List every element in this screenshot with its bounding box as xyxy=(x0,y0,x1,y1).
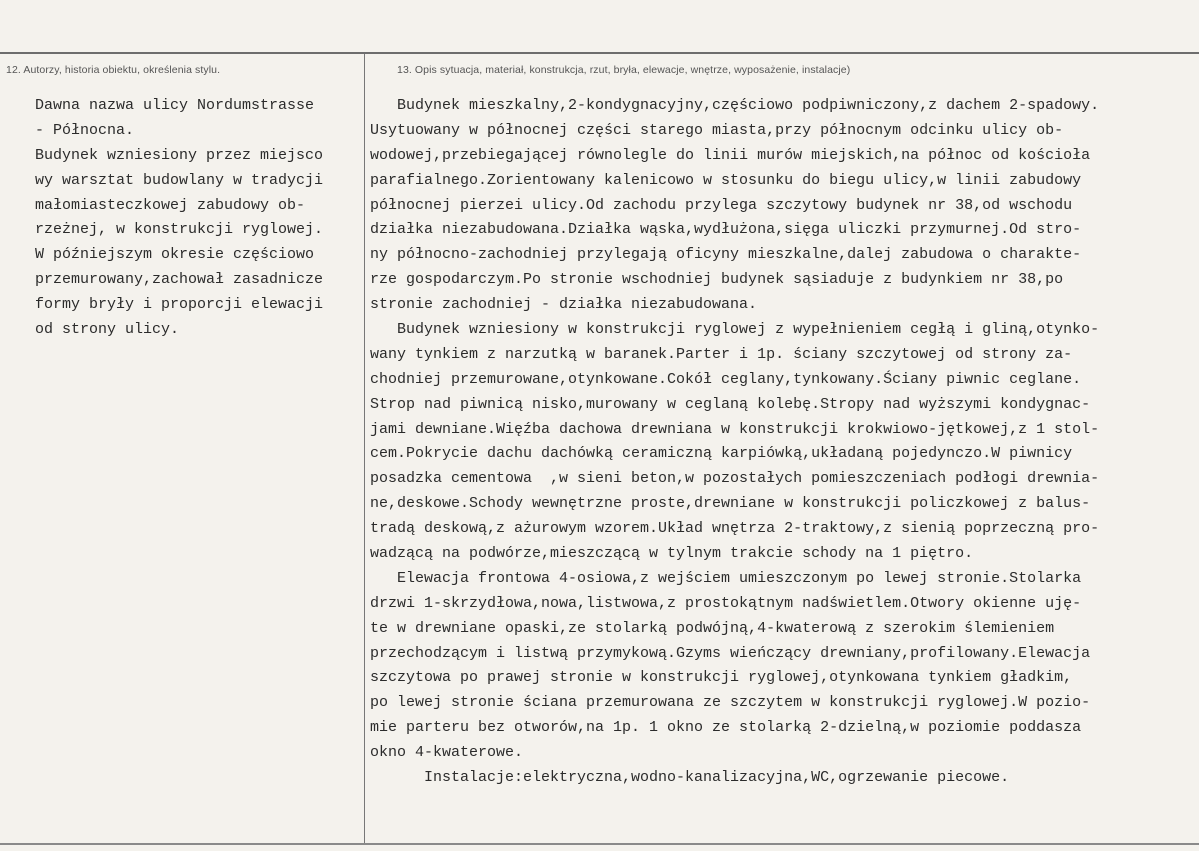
section-13-header: 13. Opis sytuacja, materiał, konstrukcja, rzut, bryła, elewacje, wnętrze, wyposażenie, instalacje) xyxy=(397,64,851,76)
history-text xyxy=(35,94,360,343)
text-line: przechodzącym i listwą przymykową.Gzyms wieńczący drewniany,profilowany.Elewacja xyxy=(370,644,1091,662)
text-line: drzwi 1-skrzydłowa,nowa,listwowa,z prostokątnym nadświetlem.Otwory okienne uję- xyxy=(370,594,1082,612)
text-line: ny północno-zachodniej przylegają oficyny mieszkalne,dalej zabudowa o charakte- xyxy=(370,246,1082,264)
column-divider xyxy=(364,54,365,843)
text-line: wany tynkiem z narzutką w baranek.Parter i 1p. ściany szczytowej od strony za- xyxy=(370,345,1073,363)
text-line: szczytowa po prawej stronie w konstrukcji ryglowej,otynkowana tynkiem gładkim, xyxy=(370,669,1073,687)
text-line: parafialnego.Zorientowany kalenicowo w stosunku do biegu ulicy,w linii zabudowy xyxy=(370,171,1082,189)
text-line: wodowej,przebiegającej równolegle do linii murów miejskich,na północ od kościoła xyxy=(370,146,1091,164)
text-line: rzeżnej, w konstrukcji ryglowej. xyxy=(35,221,324,239)
text-line: Budynek mieszkalny,2-kondygnacyjny,częściowo podpiwniczony,z dachem 2-spadowy. xyxy=(370,97,1100,114)
text-line: Elewacja frontowa 4-osiowa,z wejściem umieszczonym po lewej stronie.Stolarka xyxy=(370,569,1082,587)
text-line: północnej pierzei ulicy.Od zachodu przylega szczytowy budynek nr 38,od wschodu xyxy=(370,196,1073,214)
text-line: przemurowany,zachował zasadnicze xyxy=(35,271,324,289)
text-line: Usytuowany w północnej części starego miasta,przy północnym odcinku ulicy ob- xyxy=(370,121,1064,139)
description-text xyxy=(370,94,1196,791)
text-line: tradą deskową,z ażurowym wzorem.Układ wnętrza 2-traktowy,z sienią poprzeczną pro- xyxy=(370,520,1100,538)
text-line: Instalacje:elektryczna,wodno-kanalizacyjna,WC,ogrzewanie piecowe. xyxy=(370,769,1010,787)
text-line: te w drewniane opaski,ze stolarką podwójną,4-kwaterową z szerokim ślemieniem xyxy=(370,619,1055,637)
text-line: Dawna nazwa ulicy Nordumstrasse xyxy=(35,97,315,114)
text-line: okno 4-kwaterowe. xyxy=(370,744,524,762)
text-line: od strony ulicy. xyxy=(35,321,180,339)
text-line: mie parteru bez otworów,na 1p. 1 okno ze stolarką 2-dzielną,w poziomie poddasza xyxy=(370,719,1082,737)
text-line: Strop nad piwnicą nisko,murowany w ceglaną kolebę.Stropy nad wyższymi kondygnac- xyxy=(370,395,1091,413)
text-line: rze gospodarczym.Po stronie wschodniej budynek sąsiaduje z budynkiem nr 38,po xyxy=(370,271,1064,289)
text-line: po lewej stronie ściana przemurowana ze szczytem w konstrukcji ryglowej.W pozio- xyxy=(370,694,1091,712)
text-line: ne,deskowe.Schody wewnętrzne proste,drewniane w konstrukcji policzkowej z balus- xyxy=(370,495,1091,513)
text-line: Budynek wzniesiony w konstrukcji ryglowej z wypełnieniem cegłą i gliną,otynko- xyxy=(370,321,1100,339)
text-line: wy warsztat budowlany w tradycji xyxy=(35,171,324,189)
text-line: cem.Pokrycie dachu dachówką ceramiczną karpiówką,układaną pojedynczo.W piwnicy xyxy=(370,445,1073,463)
section-12-header: 12. Autorzy, historia obiektu, określenia stylu. xyxy=(6,64,221,76)
text-line: chodniej przemurowane,otynkowane.Cokół ceglany,tynkowany.Ściany piwnic ceglane. xyxy=(370,370,1082,388)
text-line: W późniejszym okresie częściowo xyxy=(35,246,315,264)
text-line: - Północna. xyxy=(35,121,135,139)
text-line: działka niezabudowana.Działka wąska,wydłużona,sięga uliczki przymurnej.Od stro- xyxy=(370,221,1082,239)
text-line: jami dewniane.Więźba dachowa drewniana w konstrukcji krokwiowo-jętkowej,z 1 stol- xyxy=(370,420,1100,438)
text-line: małomiasteczkowej zabudowy ob- xyxy=(35,196,306,214)
text-line: wadzącą na podwórze,mieszczącą w tylnym trakcie schody na 1 piętro. xyxy=(370,545,974,563)
text-line: stronie zachodniej - działka niezabudowana. xyxy=(370,296,758,314)
text-line: formy bryły i proporcji elewacji xyxy=(35,296,324,314)
text-line: posadzka cementowa ,w sieni beton,w pozostałych pomieszczeniach podłogi drewnia- xyxy=(370,470,1100,488)
top-rule xyxy=(0,52,1199,54)
text-line: Budynek wzniesiony przez miejsco xyxy=(35,146,324,164)
bottom-rule xyxy=(0,843,1199,845)
